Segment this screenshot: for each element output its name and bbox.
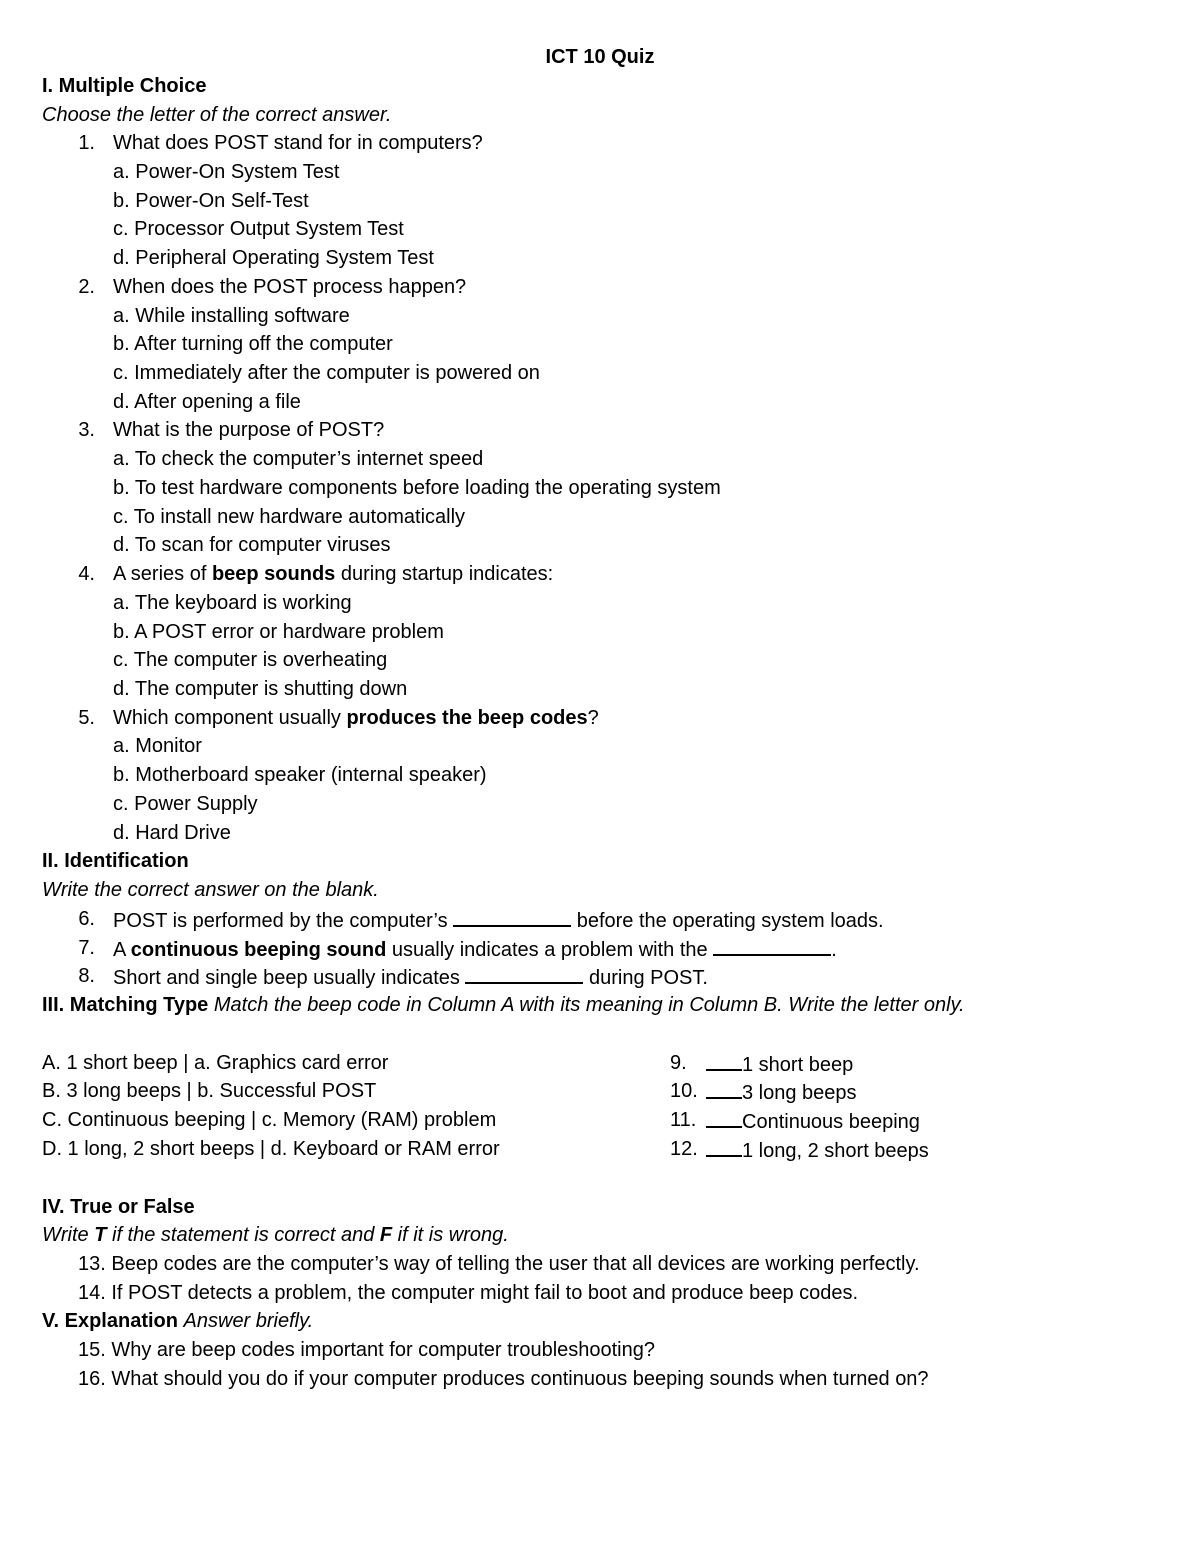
choice-1c: c. Processor Output System Test [113, 218, 404, 240]
answer-blank[interactable] [713, 936, 831, 956]
choice-3d: d. To scan for computer viruses [113, 534, 391, 556]
section-heading-mc: I. Multiple Choice [42, 75, 207, 97]
question-text: What is the purpose of POST? [113, 419, 385, 441]
question-number: 4. [78, 563, 95, 585]
matching-answer: 1 short beep [706, 1051, 853, 1077]
section-heading-true-false: IV. True or False [42, 1196, 195, 1218]
matching-answer: 1 long, 2 short beeps [706, 1137, 929, 1163]
choice-5b: b. Motherboard speaker (internal speaker) [113, 764, 487, 786]
matching-answer-number: 12. [670, 1138, 698, 1160]
choice-2c: c. Immediately after the computer is powered on [113, 362, 540, 384]
matching-answer-number: 11. [670, 1109, 697, 1131]
choice-2d: d. After opening a file [113, 391, 301, 413]
section-instruction-identification: Write the correct answer on the blank. [42, 879, 379, 901]
choice-5c: c. Power Supply [113, 793, 258, 815]
section-heading-identification: II. Identification [42, 850, 189, 872]
choice-3a: a. To check the computer’s internet speed [113, 448, 484, 470]
matching-answer: 3 long beeps [706, 1079, 857, 1105]
true-false-item: 13. Beep codes are the computer’s way of telling the user that all devices are working perfectly. [78, 1253, 920, 1275]
matching-row: B. 3 long beeps | b. Successful POST [42, 1080, 377, 1102]
choice-2b: b. After turning off the computer [113, 333, 393, 355]
true-false-item: 14. If POST detects a problem, the computer might fail to boot and produce beep codes. [78, 1282, 859, 1304]
choice-4a: a. The keyboard is working [113, 592, 352, 614]
answer-blank[interactable] [706, 1079, 742, 1099]
choice-5a: a. Monitor [113, 735, 202, 757]
section-heading-matching: III. Matching Type Match the beep code in Column A with its meaning in Column B. Write the letter only. [42, 994, 965, 1016]
choice-5d: d. Hard Drive [113, 822, 231, 844]
matching-row: C. Continuous beeping | c. Memory (RAM) problem [42, 1109, 497, 1131]
page-title: ICT 10 Quiz [545, 46, 655, 68]
answer-blank[interactable] [706, 1108, 742, 1128]
choice-1a: a. Power-On System Test [113, 161, 340, 183]
section-heading-explanation: V. Explanation Answer briefly. [42, 1310, 314, 1332]
choice-4b: b. A POST error or hardware problem [113, 621, 444, 643]
answer-blank[interactable] [706, 1051, 742, 1071]
identification-item: Short and single beep usually indicates during POST. [113, 964, 708, 990]
item-number: 6. [78, 908, 95, 930]
matching-answer-number: 10. [670, 1080, 698, 1102]
question-number: 1. [78, 132, 95, 154]
question-text: Which component usually produces the beep codes? [113, 707, 599, 729]
identification-item: POST is performed by the computer’s before the operating system loads. [113, 907, 884, 933]
choice-4c: c. The computer is overheating [113, 649, 388, 671]
question-text: When does the POST process happen? [113, 276, 467, 298]
item-number: 8. [78, 965, 95, 987]
matching-row: D. 1 long, 2 short beeps | d. Keyboard or RAM error [42, 1138, 500, 1160]
choice-4d: d. The computer is shutting down [113, 678, 408, 700]
choice-2a: a. While installing software [113, 305, 350, 327]
choice-3b: b. To test hardware components before loading the operating system [113, 477, 721, 499]
explanation-item: 16. What should you do if your computer produces continuous beeping sounds when turned on? [78, 1368, 929, 1390]
question-number: 2. [78, 276, 95, 298]
item-number: 7. [78, 937, 95, 959]
choice-1d: d. Peripheral Operating System Test [113, 247, 434, 269]
choice-3c: c. To install new hardware automatically [113, 506, 466, 528]
answer-blank[interactable] [465, 964, 583, 984]
section-instruction-true-false: Write T if the statement is correct and F if it is wrong. [42, 1224, 509, 1246]
matching-row: A. 1 short beep | a. Graphics card error [42, 1052, 389, 1074]
answer-blank[interactable] [453, 907, 571, 927]
question-number: 3. [78, 419, 95, 441]
section-instruction-mc: Choose the letter of the correct answer. [42, 104, 392, 126]
identification-item: A continuous beeping sound usually indicates a problem with the . [113, 936, 837, 962]
matching-answer-number: 9. [670, 1052, 687, 1074]
question-number: 5. [78, 707, 95, 729]
question-text: A series of beep sounds during startup indicates: [113, 563, 554, 585]
question-text: What does POST stand for in computers? [113, 132, 483, 154]
answer-blank[interactable] [706, 1137, 742, 1157]
explanation-item: 15. Why are beep codes important for computer troubleshooting? [78, 1339, 655, 1361]
matching-answer: Continuous beeping [706, 1108, 920, 1134]
choice-1b: b. Power-On Self-Test [113, 190, 309, 212]
